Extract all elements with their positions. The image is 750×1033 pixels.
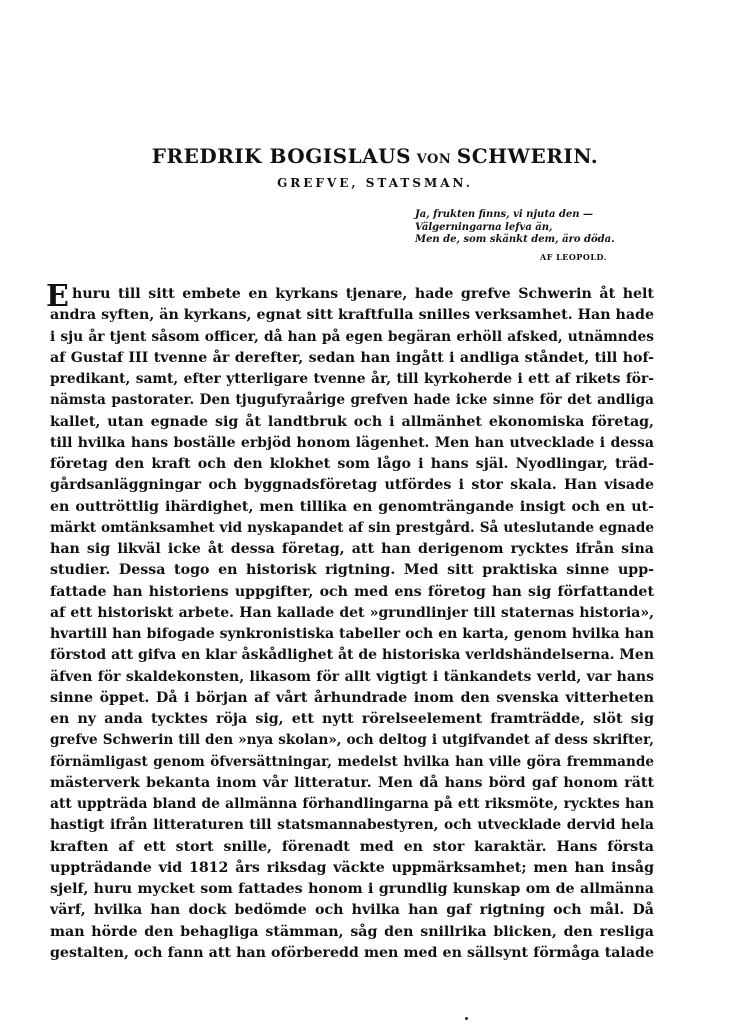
- drop-cap: E: [46, 279, 69, 314]
- epigraph-line: Men de, som skänkt dem, äro döda.: [415, 234, 615, 245]
- body-line: kallet, utan egnade sig åt landtbruk och i allmänhet ekonomiska företag,: [50, 413, 654, 430]
- title-particle: VON: [416, 152, 452, 167]
- body-line: fattade han historiens uppgifter, och med ens företog han sig författandet: [50, 583, 654, 600]
- epigraph: [415, 209, 715, 247]
- body-line: nämsta pastorater. Den tjugufyraårige grefven hade icke sinne för det andliga: [50, 392, 654, 409]
- body-line: företag den kraft och den klokhet som lågo i hans själ. Nyodlingar, träd-: [50, 456, 654, 472]
- body-line: af ett historiskt arbete. Han kallade det »grundlinjer till staternas historia»,: [50, 604, 654, 621]
- epigraph-attribution: AF LEOPOLD.: [540, 252, 607, 262]
- body-line: sinne öppet. Då i början af vårt århundrade inom den svenska vitterheten: [50, 689, 654, 706]
- body-line: gestalten, och fann att han oförberedd men med en sällsynt förmåga talade: [50, 944, 654, 961]
- title-name-first: FREDRIK BOGISLAUS: [151, 144, 412, 168]
- epigraph-line: Välgerningarna lefva än,: [415, 221, 553, 233]
- body-line: huru till sitt embete en kyrkans tjenare, hade grefve Schwerin åt helt: [72, 286, 654, 302]
- body-paragraph: [50, 284, 654, 964]
- body-line: i sju år tjent såsom officer, då han på egen begäran erhöll afsked, utnämndes: [50, 328, 654, 345]
- body-line: värf, hvilka han dock bedömde och hvilka han gaf rigtning och mål. Då: [50, 902, 654, 919]
- body-line: man hörde den behagliga stämman, såg den snillrika blicken, den resliga: [50, 923, 654, 940]
- body-line: märkt omtänksamhet vid nyskapandet af sin prestgård. Så uteslutande egnade: [50, 519, 654, 536]
- body-line: andra syften, än kyrkans, egnat sitt kraftfulla snilles verksamhet. Han hade: [50, 307, 654, 324]
- body-line: predikant, samt, efter ytterligare tvenne år, till kyrkoherde i ett af rikets för-: [50, 371, 654, 387]
- body-line: förnämligast genom öfversättningar, medelst hvilka han ville göra fremmande: [50, 753, 654, 770]
- body-line: mästerverk bekanta inom vår litteratur. Men då hans börd gaf honom rätt: [50, 774, 654, 791]
- body-line: studier. Dessa togo en historisk rigtning. Med sitt praktiska sinne upp-: [50, 562, 654, 579]
- body-line: grefve Schwerin till den »nya skolan», och deltog i utgifvandet af dess skrifter,: [50, 732, 654, 749]
- body-line: till hvilka hans boställe erbjöd honom lägenhet. Men han utvecklade i dessa: [50, 434, 654, 451]
- body-line: kraften af ett stort snille, förenadt med en stor karaktär. Hans första: [50, 838, 654, 855]
- page-title: [0, 144, 750, 168]
- title-name-last: SCHWERIN.: [456, 144, 599, 168]
- body-line: hvartill han bifogade synkronistiska tabeller och en karta, genom hvilka han: [50, 626, 654, 642]
- body-line: han sig likväl icke åt dessa företag, att han derigenom rycktes ifrån sina: [50, 541, 654, 557]
- body-line: hastigt ifrån litteraturen till statsmannabestyren, och utvecklade dervid hela: [50, 817, 654, 834]
- body-line: sjelf, huru mycket som fattades honom i grundlig kunskap om de allmänna: [50, 881, 654, 897]
- body-line: att uppträda bland de allmänna förhandlingarna på ett riksmöte, rycktes han: [50, 796, 654, 812]
- body-line: gårdsanläggningar och byggnadsföretag utfördes i stor skala. Han visade: [50, 477, 654, 494]
- body-line: förstod att gifva en klar åskådlighet åt de historiska verldshändelserna. Men: [50, 647, 654, 664]
- body-line: en ny anda tycktes röja sig, ett nytt rörelseelement framträdde, slöt sig: [50, 711, 654, 727]
- epigraph-line: Ja, frukten finns, vi njuta den —: [415, 209, 594, 220]
- body-line: uppträdande vid 1812 års riksdag väckte uppmärksamhet; men han insåg: [50, 859, 654, 876]
- body-line: af Gustaf III tvenne år derefter, sedan han ingått i andliga ståndet, till hof-: [50, 349, 654, 366]
- print-speck: [465, 1017, 468, 1020]
- subtitle: GREFVE, STATSMAN.: [277, 176, 473, 190]
- body-line: en outtröttlig ihärdighet, men tillika en genomträngande insigt och en ut-: [50, 498, 654, 515]
- body-line: äfven för skaldekonsten, likasom för allt vigtigt i tänkandets verld, var hans: [50, 668, 654, 685]
